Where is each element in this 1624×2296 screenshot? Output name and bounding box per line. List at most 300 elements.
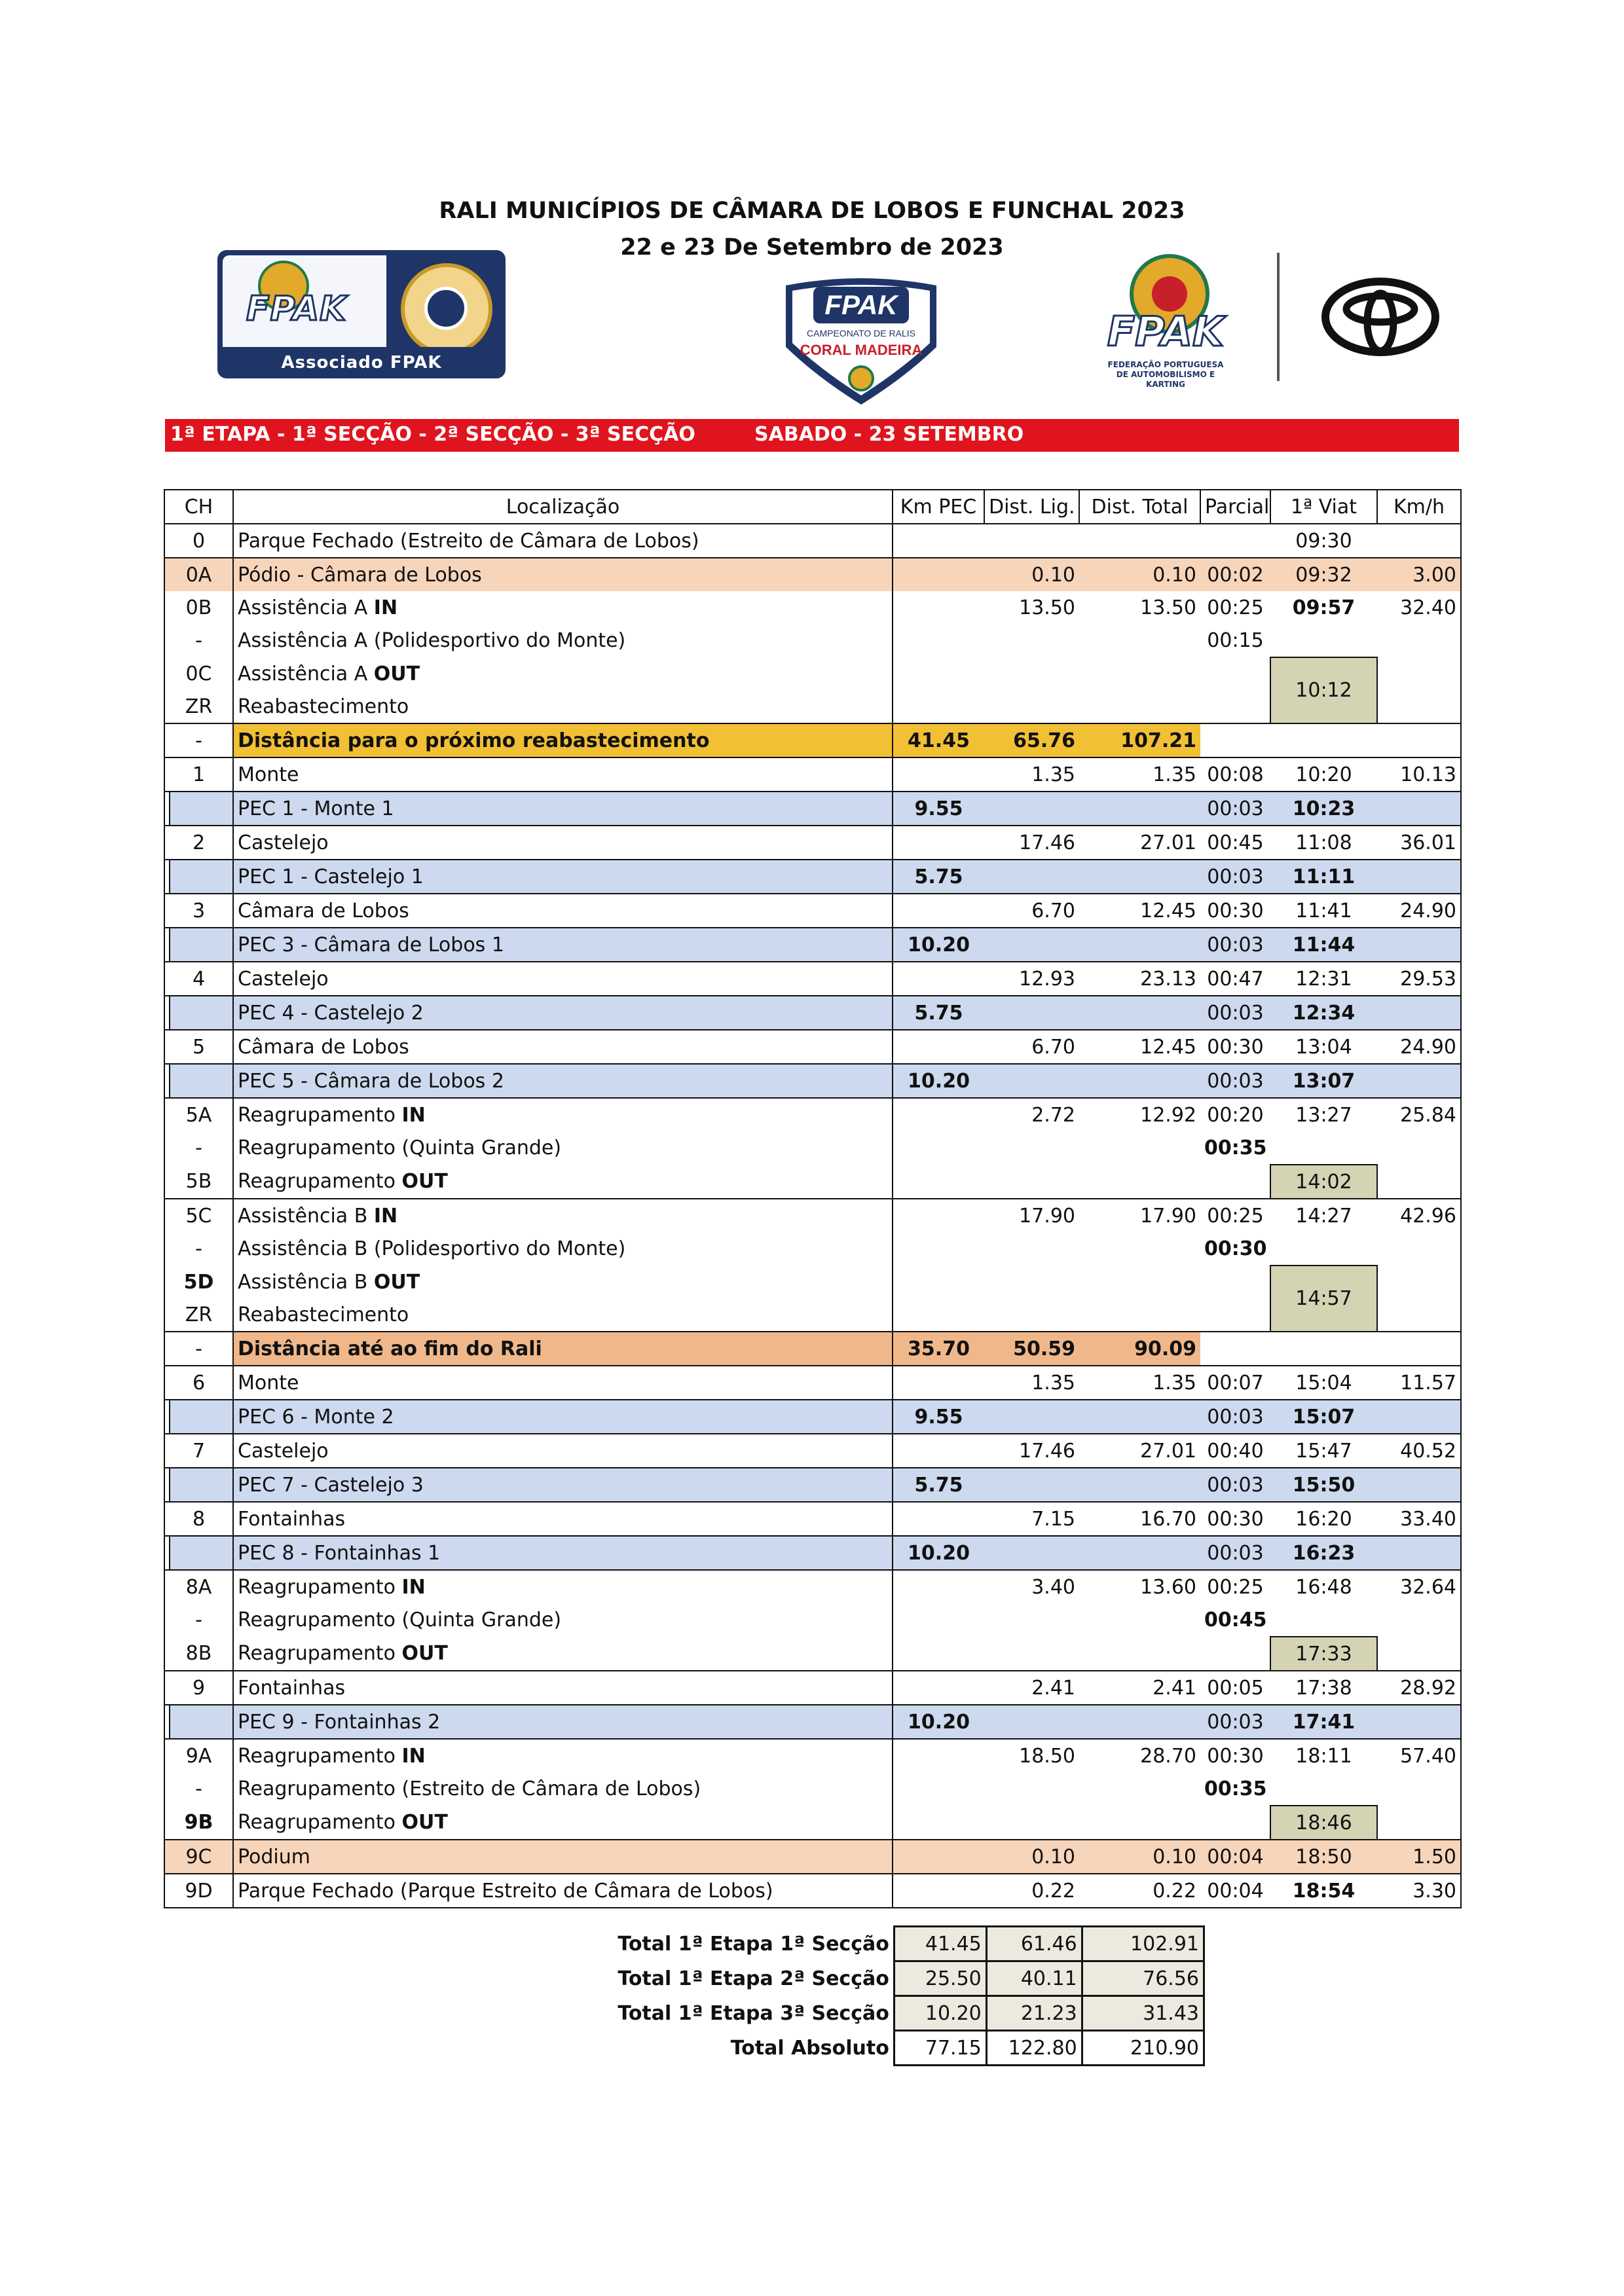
ch-cell: - [164,1332,233,1366]
table-row [164,591,1461,624]
kmh-cell: 3.30 [1377,1874,1461,1908]
ch-cell [164,1400,233,1434]
dist-lig-cell: 0.10 [984,558,1079,591]
location-text: Reabastecimento [238,1303,409,1326]
viat-cell: 10:20 [1270,757,1377,792]
dist-total-cell: 1.35 [1079,757,1200,792]
parcial-cell: 00:03 [1200,928,1270,962]
dist-total-cell [1079,624,1200,657]
km-pec-cell [893,1298,984,1332]
kmh-cell [1377,860,1461,894]
document-title: RALI MUNICÍPIOS DE CÂMARA DE LOBOS E FUNCHAL 2023 [439,198,1185,224]
viat-cell: 12:31 [1270,962,1377,996]
location-flag: OUT [373,1270,420,1294]
total-lig: 21.23 [986,1996,1082,2031]
dist-lig-cell [984,928,1079,962]
ch-cell [164,1064,233,1098]
viat-cell [1270,1332,1377,1366]
km-pec-cell: 41.45 [893,723,984,757]
km-pec-cell [893,1199,984,1232]
campeonato-line1-text: CAMPEONATO DE RALIS [807,328,915,338]
fpak-wordmark: FPAK [246,289,347,329]
location-cell [233,826,893,860]
kmh-cell [1377,1806,1461,1840]
kmh-cell [1377,1400,1461,1434]
dist-total-cell: 27.01 [1079,1434,1200,1468]
km-pec-cell [893,1131,984,1165]
dist-total-cell: 28.70 [1140,1744,1196,1768]
dist-lig-cell: 2.72 [1031,1103,1075,1127]
kmh-cell [1377,1266,1461,1298]
total-pec: 10.20 [894,1996,986,2031]
viat-cell [1270,723,1377,757]
viat-cell: 09:57 [1292,596,1356,619]
dist-lig-cell [984,1266,1079,1298]
table-row [164,996,1461,1030]
location-text: Fontainhas [238,1676,346,1700]
location-flag: OUT [401,1170,448,1193]
dist-lig-cell: 7.15 [984,1502,1079,1536]
dist-total-cell [1079,996,1200,1030]
ch-cell [164,1468,233,1502]
parcial-cell: 00:05 [1200,1671,1270,1705]
table-row [164,1298,1461,1332]
dist-lig-cell [984,1806,1079,1840]
dist-lig-cell [984,792,1079,826]
parcial-cell: 00:15 [1207,629,1264,652]
kmh-cell [1377,690,1461,723]
km-pec-cell: 10.20 [893,1064,984,1098]
dist-total-cell [1079,1806,1200,1840]
total-label: Total 1ª Etapa 1ª Secção [618,1932,889,1956]
kmh-cell [1377,1298,1461,1332]
parcial-cell: 00:30 [1200,894,1270,928]
location-cell [233,1232,893,1266]
table-row [164,1266,1461,1298]
viat-cell: 14:02 [1270,1165,1377,1199]
location-cell [233,1131,893,1165]
location-cell [233,1536,893,1570]
viat-cell: 18:54 [1270,1874,1377,1908]
table-row [164,1232,1461,1266]
viat-cell: 17:33 [1270,1637,1377,1671]
kmh-cell [1377,792,1461,826]
km-pec-cell [893,558,984,591]
ch-cell: - [164,1603,233,1637]
dist-total-cell [1079,1064,1200,1098]
dist-lig-cell: 17.46 [984,826,1079,860]
viat-cell: 18:11 [1295,1744,1352,1768]
ch-cell: 0C [164,657,233,690]
dist-total-cell [1079,1705,1200,1739]
ch-cell: 1 [164,757,233,792]
dist-total-cell: 17.90 [1140,1204,1196,1228]
location-flag: IN [373,1204,398,1228]
parcial-cell: 00:08 [1200,757,1270,792]
dist-lig-cell: 12.93 [984,962,1079,996]
km-pec-cell [893,1874,984,1908]
location-flag: IN [401,1575,426,1599]
location-text: Assistência B [238,1270,374,1294]
km-pec-cell [893,826,984,860]
km-pec-cell [893,894,984,928]
table-row [164,962,1461,996]
location-text: Reagrupamento (Quinta Grande) [238,1137,562,1159]
km-pec-cell [893,1098,984,1131]
kmh-cell: 25.84 [1377,1098,1461,1131]
campeonato-madeira-logo [773,274,950,409]
col-kmpec-header: Km PEC [893,490,984,524]
parcial-cell: 00:30 [1200,1502,1270,1536]
viat-cell: 16:20 [1270,1502,1377,1536]
km-pec-cell [893,1772,984,1806]
totals-row [563,1927,1204,1961]
dist-total-cell: 23.13 [1079,962,1200,996]
viat-cell: 14:27 [1295,1204,1352,1228]
parcial-cell [1200,1637,1270,1671]
kmh-cell: 57.40 [1377,1739,1461,1772]
parcial-cell: 00:02 [1200,558,1270,591]
dist-total-cell: 16.70 [1079,1502,1200,1536]
viat-cell: 17:41 [1270,1705,1377,1739]
location-cell [233,1298,893,1332]
location-text: Parque Fechado (Estreito de Câmara de Lobos) [238,529,699,553]
associado-fpak-logo [217,250,506,378]
location-text: Monte [238,763,299,786]
kmh-cell [1377,1603,1461,1637]
ch-cell: - [164,1232,233,1266]
dist-lig-cell [984,690,1079,723]
km-pec-cell [893,1366,984,1400]
location-flag: OUT [401,1642,448,1665]
parcial-cell: 00:04 [1200,1840,1270,1874]
table-row [164,624,1461,657]
km-pec-cell [893,962,984,996]
total-pec: 25.50 [894,1961,986,1996]
ch-cell: 8B [164,1637,233,1671]
km-pec-cell: 5.75 [893,860,984,894]
location-cell [233,757,893,792]
document-subtitle: 22 e 23 De Setembro de 2023 [620,234,1004,261]
dist-total-cell: 13.60 [1140,1575,1196,1599]
viat-cell: 17:38 [1270,1671,1377,1705]
viat-cell [1270,1603,1377,1637]
section-banner [165,419,1459,452]
dist-lig-cell [984,1400,1079,1434]
banner-stage: 1ª ETAPA - 1ª SECÇÃO - 2ª SECÇÃO - 3ª SECÇÃO [170,423,695,446]
location-text: Reagrupamento [238,1103,402,1127]
ch-cell: 9 [164,1671,233,1705]
table-row [164,894,1461,928]
parcial-cell: 00:20 [1207,1103,1264,1127]
location-cell [233,928,893,962]
kmh-cell [1377,928,1461,962]
location-text: Reabastecimento [238,695,409,718]
viat-cell: 18:50 [1270,1840,1377,1874]
kmh-cell [1377,996,1461,1030]
location-cell [233,1570,893,1603]
location-text: PEC 6 - Monte 2 [238,1405,394,1429]
dist-total-cell [1079,1298,1200,1332]
kmh-cell [1377,524,1461,558]
kmh-cell [1377,1064,1461,1098]
dist-lig-cell: 13.50 [1019,596,1075,619]
ch-cell: 7 [164,1434,233,1468]
kmh-cell: 36.01 [1377,826,1461,860]
km-pec-cell: 10.20 [893,1536,984,1570]
dist-total-cell [1079,657,1200,690]
location-text: Castelejo [238,831,329,854]
table-row [164,860,1461,894]
dist-lig-cell [984,524,1079,558]
location-cell [233,1434,893,1468]
km-pec-cell: 9.55 [893,792,984,826]
parcial-cell [1200,657,1270,690]
kmh-cell [1377,1637,1461,1671]
location-cell [233,894,893,928]
table-row [164,1502,1461,1536]
km-pec-cell [893,757,984,792]
table-row [164,1570,1461,1603]
total-label: Total 1ª Etapa 2ª Secção [618,1967,889,1990]
location-text: Podium [238,1845,310,1868]
location-text: Assistência B (Polidesportivo do Monte) [238,1237,626,1260]
totals-table [563,1925,1205,2066]
location-text: PEC 1 - Monte 1 [238,797,394,820]
parcial-cell: 00:35 [1204,1137,1267,1159]
location-cell [233,624,893,657]
kmh-cell [1377,723,1461,757]
location-text: Reagrupamento [238,1170,402,1193]
viat-cell: 09:32 [1270,558,1377,591]
ch-cell [164,860,233,894]
dist-lig-cell: 0.10 [984,1840,1079,1874]
kmh-cell [1377,1131,1461,1165]
parcial-cell: 00:35 [1204,1777,1267,1800]
dist-total-cell [1079,1536,1200,1570]
km-pec-cell [893,690,984,723]
location-cell [233,1772,893,1806]
km-pec-cell [893,1840,984,1874]
dist-lig-cell [984,1637,1079,1671]
location-cell [233,1705,893,1739]
location-cell [233,524,893,558]
location-cell [233,1098,893,1131]
table-row [164,1434,1461,1468]
ch-cell: 5D [164,1266,233,1298]
location-text: Reagrupamento [238,1642,402,1665]
table-row [164,1840,1461,1874]
location-flag: IN [373,596,398,619]
location-cell [233,1502,893,1536]
table-row [164,757,1461,792]
dist-lig-cell [984,1705,1079,1739]
dist-total-cell [1079,1468,1200,1502]
location-text: PEC 1 - Castelejo 1 [238,865,424,888]
ch-cell: 9C [164,1840,233,1874]
parcial-cell [1200,524,1270,558]
dist-lig-cell: 17.46 [984,1434,1079,1468]
location-text: PEC 3 - Câmara de Lobos 1 [238,933,504,957]
dist-total-cell: 90.09 [1079,1332,1200,1366]
kmh-cell: 29.53 [1377,962,1461,996]
dist-lig-cell: 2.41 [984,1671,1079,1705]
dist-lig-cell [984,624,1079,657]
dist-total-cell: 107.21 [1079,723,1200,757]
federacao-caption-line2: DE AUTOMOBILISMO E KARTING [1116,370,1215,389]
location-cell [233,690,893,723]
federacao-fpak-wordmark: FPAK [1107,308,1225,355]
location-cell [233,860,893,894]
dist-total-cell: 12.45 [1079,1030,1200,1064]
table-header [164,490,1461,524]
viat-cell: 10:12 [1270,657,1377,723]
kmh-cell: 32.64 [1377,1570,1461,1603]
kmh-cell [1377,1165,1461,1199]
parcial-cell: 00:03 [1200,1468,1270,1502]
ch-cell: 8 [164,1502,233,1536]
location-cell [233,996,893,1030]
viat-cell: 13:04 [1270,1030,1377,1064]
kmh-cell: 3.00 [1377,558,1461,591]
total-label: Total 1ª Etapa 3ª Secção [618,2001,889,2025]
parcial-cell: 00:25 [1207,1204,1264,1228]
ch-cell: 3 [164,894,233,928]
location-cell [233,792,893,826]
location-flag: IN [401,1103,426,1127]
total-sum: 102.91 [1082,1927,1204,1961]
table-row [164,1468,1461,1502]
total-sum: 210.90 [1082,2031,1204,2066]
parcial-cell: 00:30 [1200,1030,1270,1064]
dist-total-cell: 12.45 [1079,894,1200,928]
dist-lig-cell [984,860,1079,894]
km-pec-cell [893,1165,984,1199]
location-text: Câmara de Lobos [238,1035,409,1059]
km-pec-cell [893,1671,984,1705]
km-pec-cell [893,1637,984,1671]
totals-row [563,1961,1204,1996]
table-row [164,1806,1461,1840]
parcial-cell [1200,690,1270,723]
location-flag: IN [401,1744,426,1768]
viat-cell: 15:07 [1270,1400,1377,1434]
dist-total-cell: 2.41 [1079,1671,1200,1705]
location-text: Reagrupamento [238,1811,402,1834]
shield-icon [773,274,950,409]
km-pec-cell [893,1030,984,1064]
location-text: Distância para o próximo reabastecimento [238,729,710,752]
table-row [164,1030,1461,1064]
location-cell [233,1739,893,1772]
location-cell [233,1366,893,1400]
dist-lig-cell: 3.40 [1031,1575,1075,1599]
location-cell [233,1840,893,1874]
kmh-cell: 24.90 [1377,894,1461,928]
parcial-cell: 00:30 [1207,1744,1264,1768]
table-row [164,558,1461,591]
kmh-cell [1377,1468,1461,1502]
parcial-cell: 00:03 [1200,792,1270,826]
table-row [164,657,1461,690]
logo-divider [1277,253,1280,381]
viat-cell: 11:41 [1270,894,1377,928]
ch-cell: ZR [164,690,233,723]
parcial-cell [1200,1332,1270,1366]
location-cell [233,1400,893,1434]
viat-cell: 10:23 [1270,792,1377,826]
parcial-cell: 00:45 [1204,1609,1267,1631]
table-row [164,1705,1461,1739]
table-row [164,1131,1461,1165]
table-row [164,1366,1461,1400]
km-pec-cell [893,1232,984,1266]
ch-cell: 5 [164,1030,233,1064]
dist-lig-cell [984,996,1079,1030]
dist-lig-cell: 0.22 [984,1874,1079,1908]
ch-cell [164,996,233,1030]
km-pec-cell: 35.70 [893,1332,984,1366]
table-row [164,1739,1461,1772]
ch-cell: - [164,723,233,757]
location-text: Castelejo [238,967,329,991]
ch-cell: ZR [164,1298,233,1332]
dist-lig-cell: 18.50 [1019,1744,1075,1768]
location-cell [233,558,893,591]
dist-lig-cell [984,1603,1079,1637]
kmh-cell: 24.90 [1377,1030,1461,1064]
parcial-cell: 00:03 [1200,1536,1270,1570]
totals-row [563,1996,1204,2031]
col-ch-header: CH [164,490,233,524]
location-text: PEC 7 - Castelejo 3 [238,1473,424,1497]
parcial-cell [1200,723,1270,757]
parcial-cell: 00:03 [1200,860,1270,894]
location-cell [233,1806,893,1840]
location-cell [233,723,893,757]
ch-cell: 2 [164,826,233,860]
ch-cell: 9D [164,1874,233,1908]
ch-cell: 9A [164,1739,233,1772]
location-cell [233,1637,893,1671]
kmh-cell [1377,1536,1461,1570]
dist-total-cell [1079,1131,1200,1165]
col-viat-header: 1ª Viat [1270,490,1377,524]
km-pec-cell [893,1570,984,1603]
campeonato-line2-text: CORAL MADEIRA [800,342,923,358]
parcial-cell [1200,1806,1270,1840]
associado-fpak-caption: Associado FPAK [217,347,506,378]
kmh-cell: 32.40 [1377,591,1461,624]
location-text: Reagrupamento (Quinta Grande) [238,1609,562,1631]
total-label: Total Absoluto [730,2036,889,2060]
km-pec-cell: 10.20 [893,1705,984,1739]
location-text: Pódio - Câmara de Lobos [238,563,482,587]
dist-total-cell [1079,792,1200,826]
parcial-cell: 00:47 [1200,962,1270,996]
table-row [164,826,1461,860]
federacao-caption [1097,360,1234,390]
table-row [164,723,1461,757]
dist-total-cell [1079,1266,1200,1298]
table-row [164,1536,1461,1570]
km-pec-cell [893,624,984,657]
location-flag: OUT [373,662,420,685]
total-lig: 61.46 [986,1927,1082,1961]
dist-lig-cell [984,1468,1079,1502]
table-row [164,1603,1461,1637]
location-cell [233,1064,893,1098]
